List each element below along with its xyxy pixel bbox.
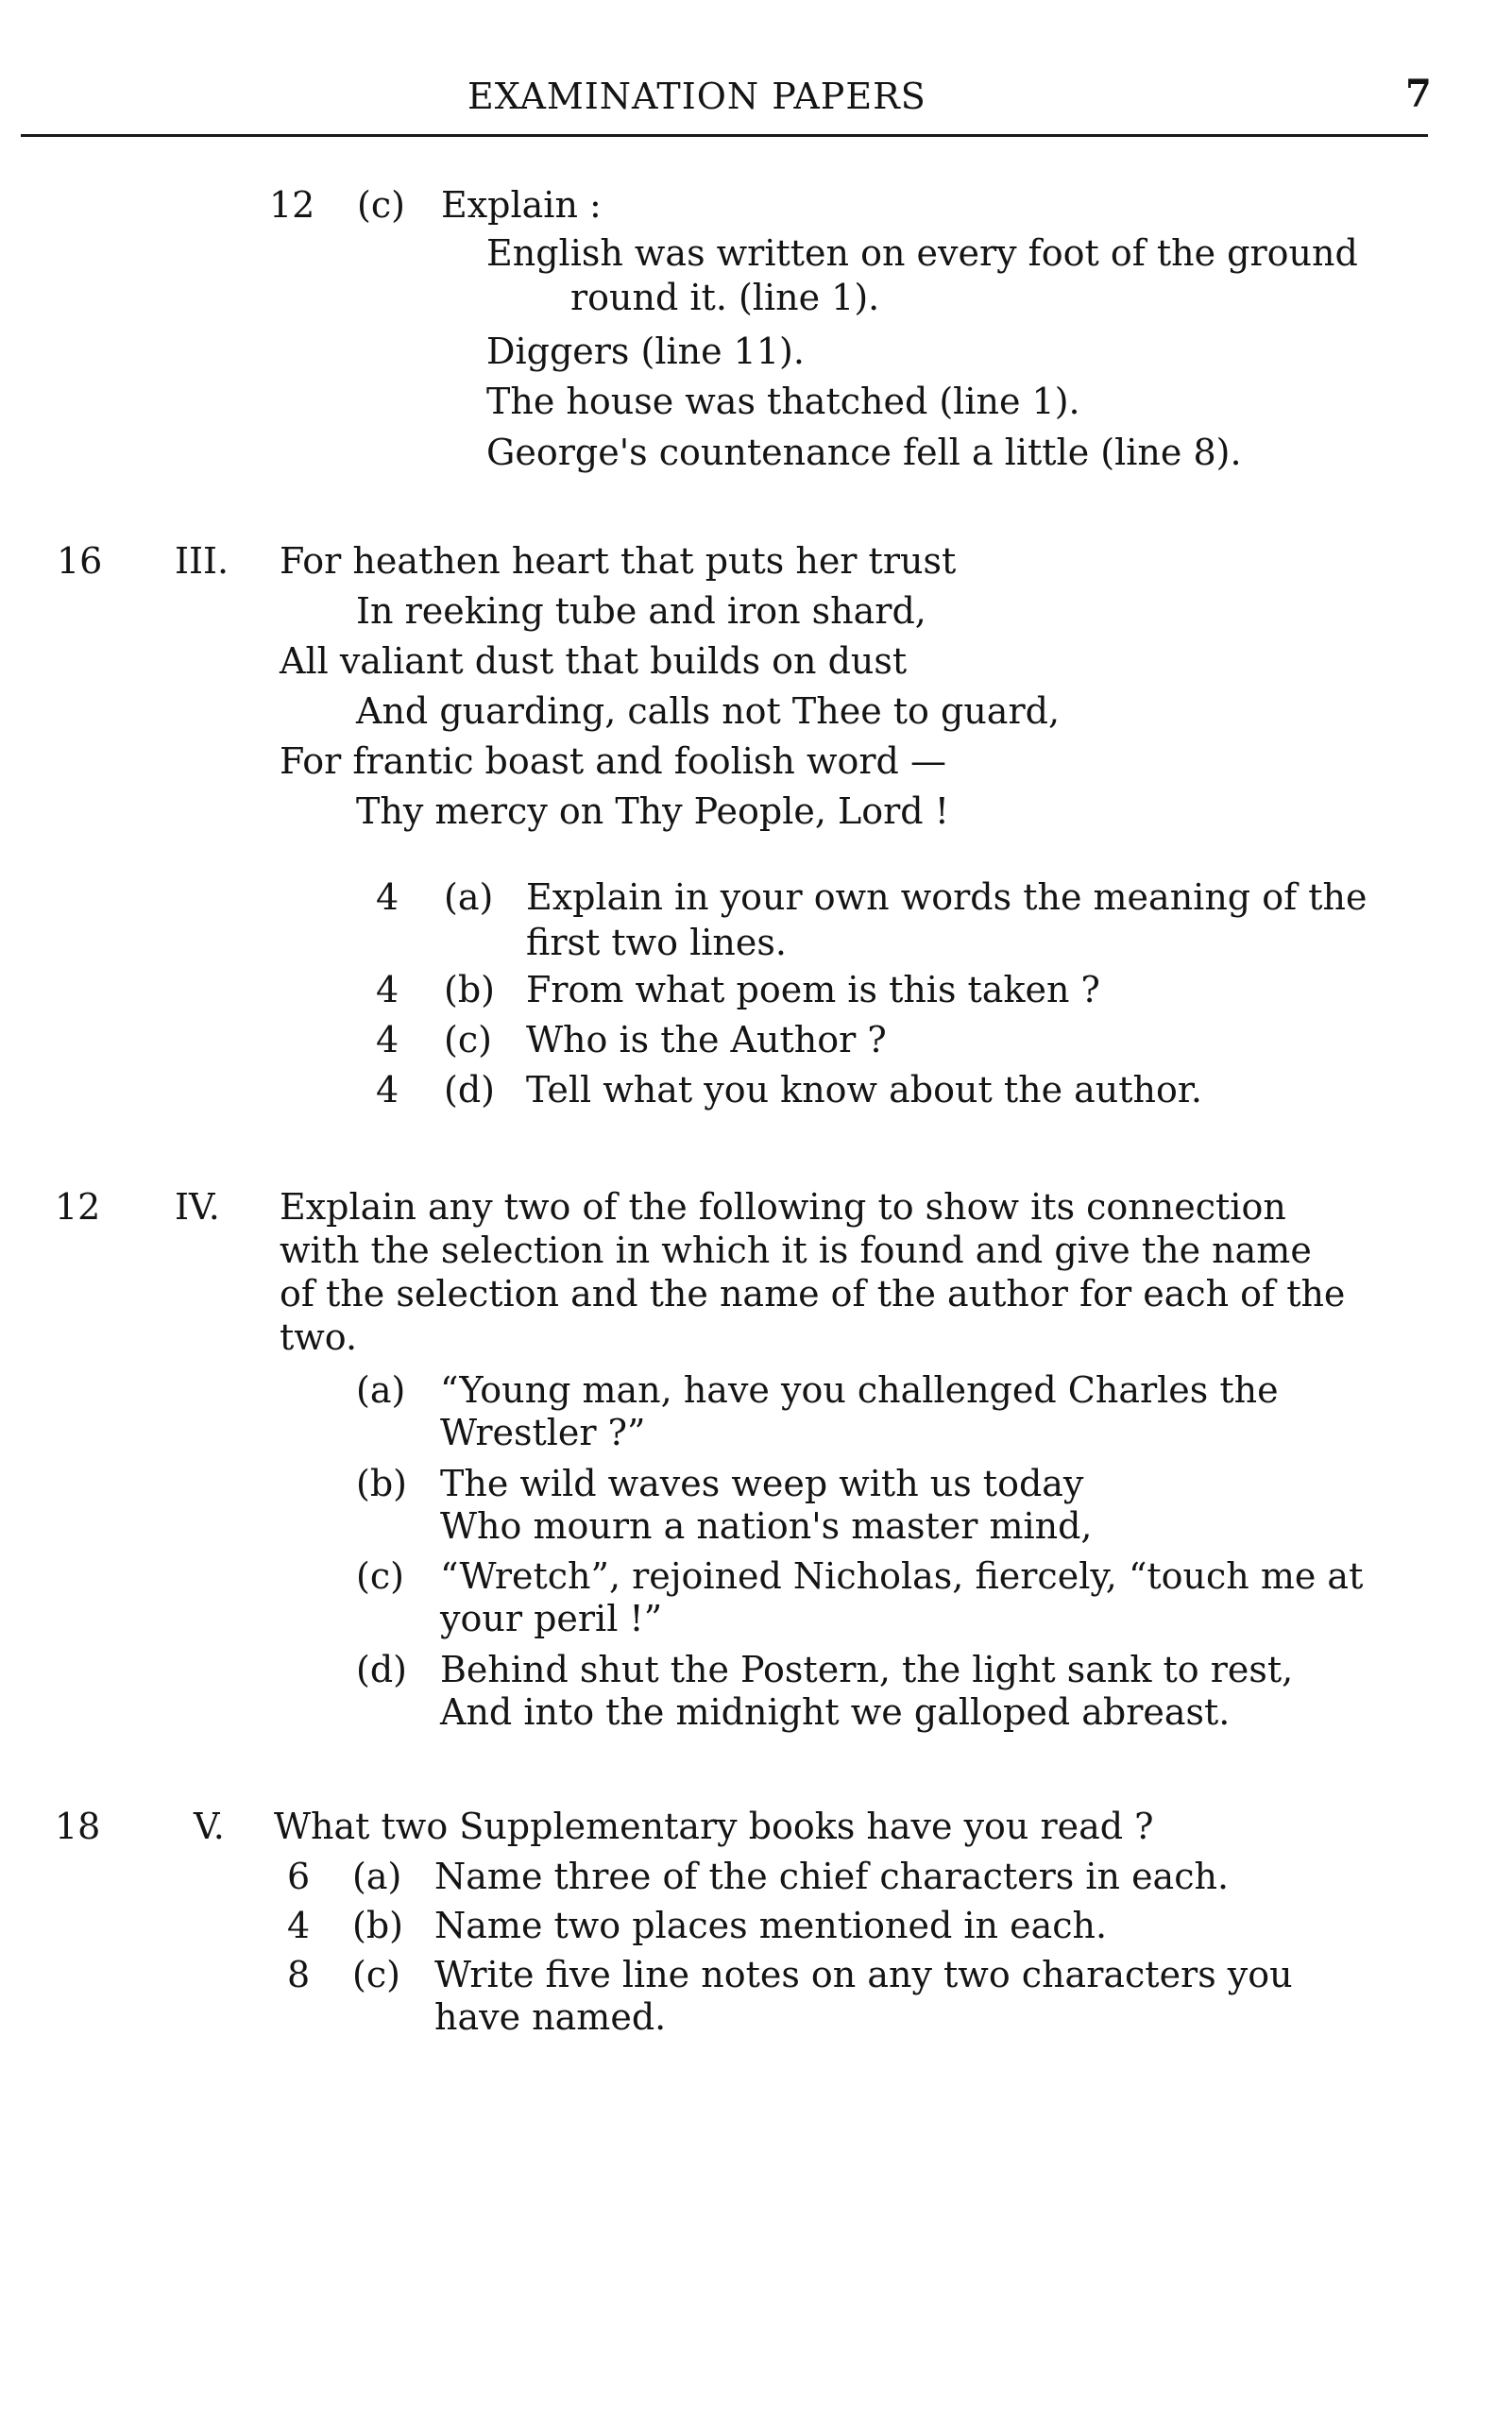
q2c-line-4: The house was thatched (line 1).	[486, 381, 1080, 422]
q4a-label: (a)	[356, 1369, 406, 1411]
q4-line-1: Explain any two of the following to show its connection	[280, 1186, 1286, 1228]
page-number: 7	[1405, 72, 1432, 116]
q4-line-2: with the selection in which it is found and give the name	[280, 1230, 1312, 1271]
q3-poem-line-1: For heathen heart that puts her trust	[280, 540, 957, 582]
q5c-marks: 8	[287, 1954, 311, 1995]
q3b-marks: 4	[376, 969, 399, 1010]
q3-number: III.	[175, 540, 229, 582]
q4c-label: (c)	[356, 1555, 404, 1597]
q4-number: IV.	[175, 1186, 220, 1228]
q5a-marks: 6	[287, 1856, 311, 1897]
q2c-line-5: George's countenance fell a little (line 8).	[486, 432, 1242, 473]
q5b-text: Name two places mentioned in each.	[434, 1905, 1108, 1946]
q3-poem-line-6: Thy mercy on Thy People, Lord !	[356, 790, 949, 832]
q5b-marks: 4	[287, 1905, 311, 1946]
q4b-text: The wild waves weep with us today	[440, 1463, 1084, 1504]
q5a-label: (a)	[352, 1856, 402, 1897]
q3-poem-line-3: All valiant dust that builds on dust	[280, 640, 908, 682]
q4c-text-cont: your peril !”	[440, 1598, 663, 1639]
q3c-label: (c)	[444, 1019, 492, 1060]
q3c-marks: 4	[376, 1019, 399, 1060]
q5a-text: Name three of the chief characters in each.	[434, 1856, 1230, 1897]
header-rule	[21, 134, 1428, 137]
q2c-label: (c)	[357, 184, 405, 226]
running-header-title: EXAMINATION PAPERS	[467, 76, 926, 117]
q3a-text-cont: first two lines.	[526, 922, 787, 963]
q3b-label: (b)	[444, 969, 495, 1010]
q3a-marks: 4	[376, 876, 399, 918]
q3b-text: From what poem is this taken ?	[526, 969, 1100, 1010]
q5c-text-cont: have named.	[434, 1996, 667, 2038]
q4d-text-cont: And into the midnight we galloped abreast.	[440, 1691, 1231, 1733]
q5b-label: (b)	[352, 1905, 403, 1946]
q4a-text-cont: Wrestler ?”	[440, 1412, 646, 1453]
q3-poem-line-4: And guarding, calls not Thee to guard,	[356, 690, 1061, 732]
q2c-line-3: Diggers (line 11).	[486, 331, 805, 372]
q3d-label: (d)	[444, 1069, 495, 1111]
q3a-label: (a)	[444, 876, 494, 918]
q5c-text: Write five line notes on any two characters you	[434, 1954, 1293, 1995]
q4d-text: Behind shut the Postern, the light sank to rest,	[440, 1649, 1294, 1690]
q3-marks: 16	[57, 540, 103, 582]
q3-poem-line-2: In reeking tube and iron shard,	[356, 590, 926, 632]
q3a-text: Explain in your own words the meaning of the	[526, 876, 1368, 918]
q4c-text: “Wretch”, rejoined Nicholas, fiercely, “touch me at	[440, 1555, 1364, 1597]
q4d-label: (d)	[356, 1649, 407, 1690]
q5-number: V.	[194, 1806, 225, 1847]
q4b-label: (b)	[356, 1463, 407, 1504]
q4a-text: “Young man, have you challenged Charles the	[440, 1369, 1279, 1411]
q2c-line-1: English was written on every foot of the ground	[486, 232, 1358, 274]
q5-marks: 18	[55, 1806, 101, 1847]
q3d-marks: 4	[376, 1069, 399, 1111]
q4b-text-cont: Who mourn a nation's master mind,	[440, 1505, 1093, 1547]
q2c-line-2: round it. (line 1).	[570, 277, 880, 318]
q4-marks: 12	[55, 1186, 101, 1228]
q5c-label: (c)	[352, 1954, 400, 1995]
q2c-marks: 12	[269, 184, 315, 226]
q2c-prompt: Explain :	[441, 184, 602, 226]
q3c-text: Who is the Author ?	[526, 1019, 887, 1060]
q5-prompt: What two Supplementary books have you read ?	[274, 1806, 1154, 1847]
q4-line-4: two.	[280, 1316, 358, 1358]
q4-line-3: of the selection and the name of the author for each of the	[280, 1273, 1346, 1315]
q3-poem-line-5: For frantic boast and foolish word —	[280, 740, 946, 782]
q3d-text: Tell what you know about the author.	[526, 1069, 1202, 1111]
